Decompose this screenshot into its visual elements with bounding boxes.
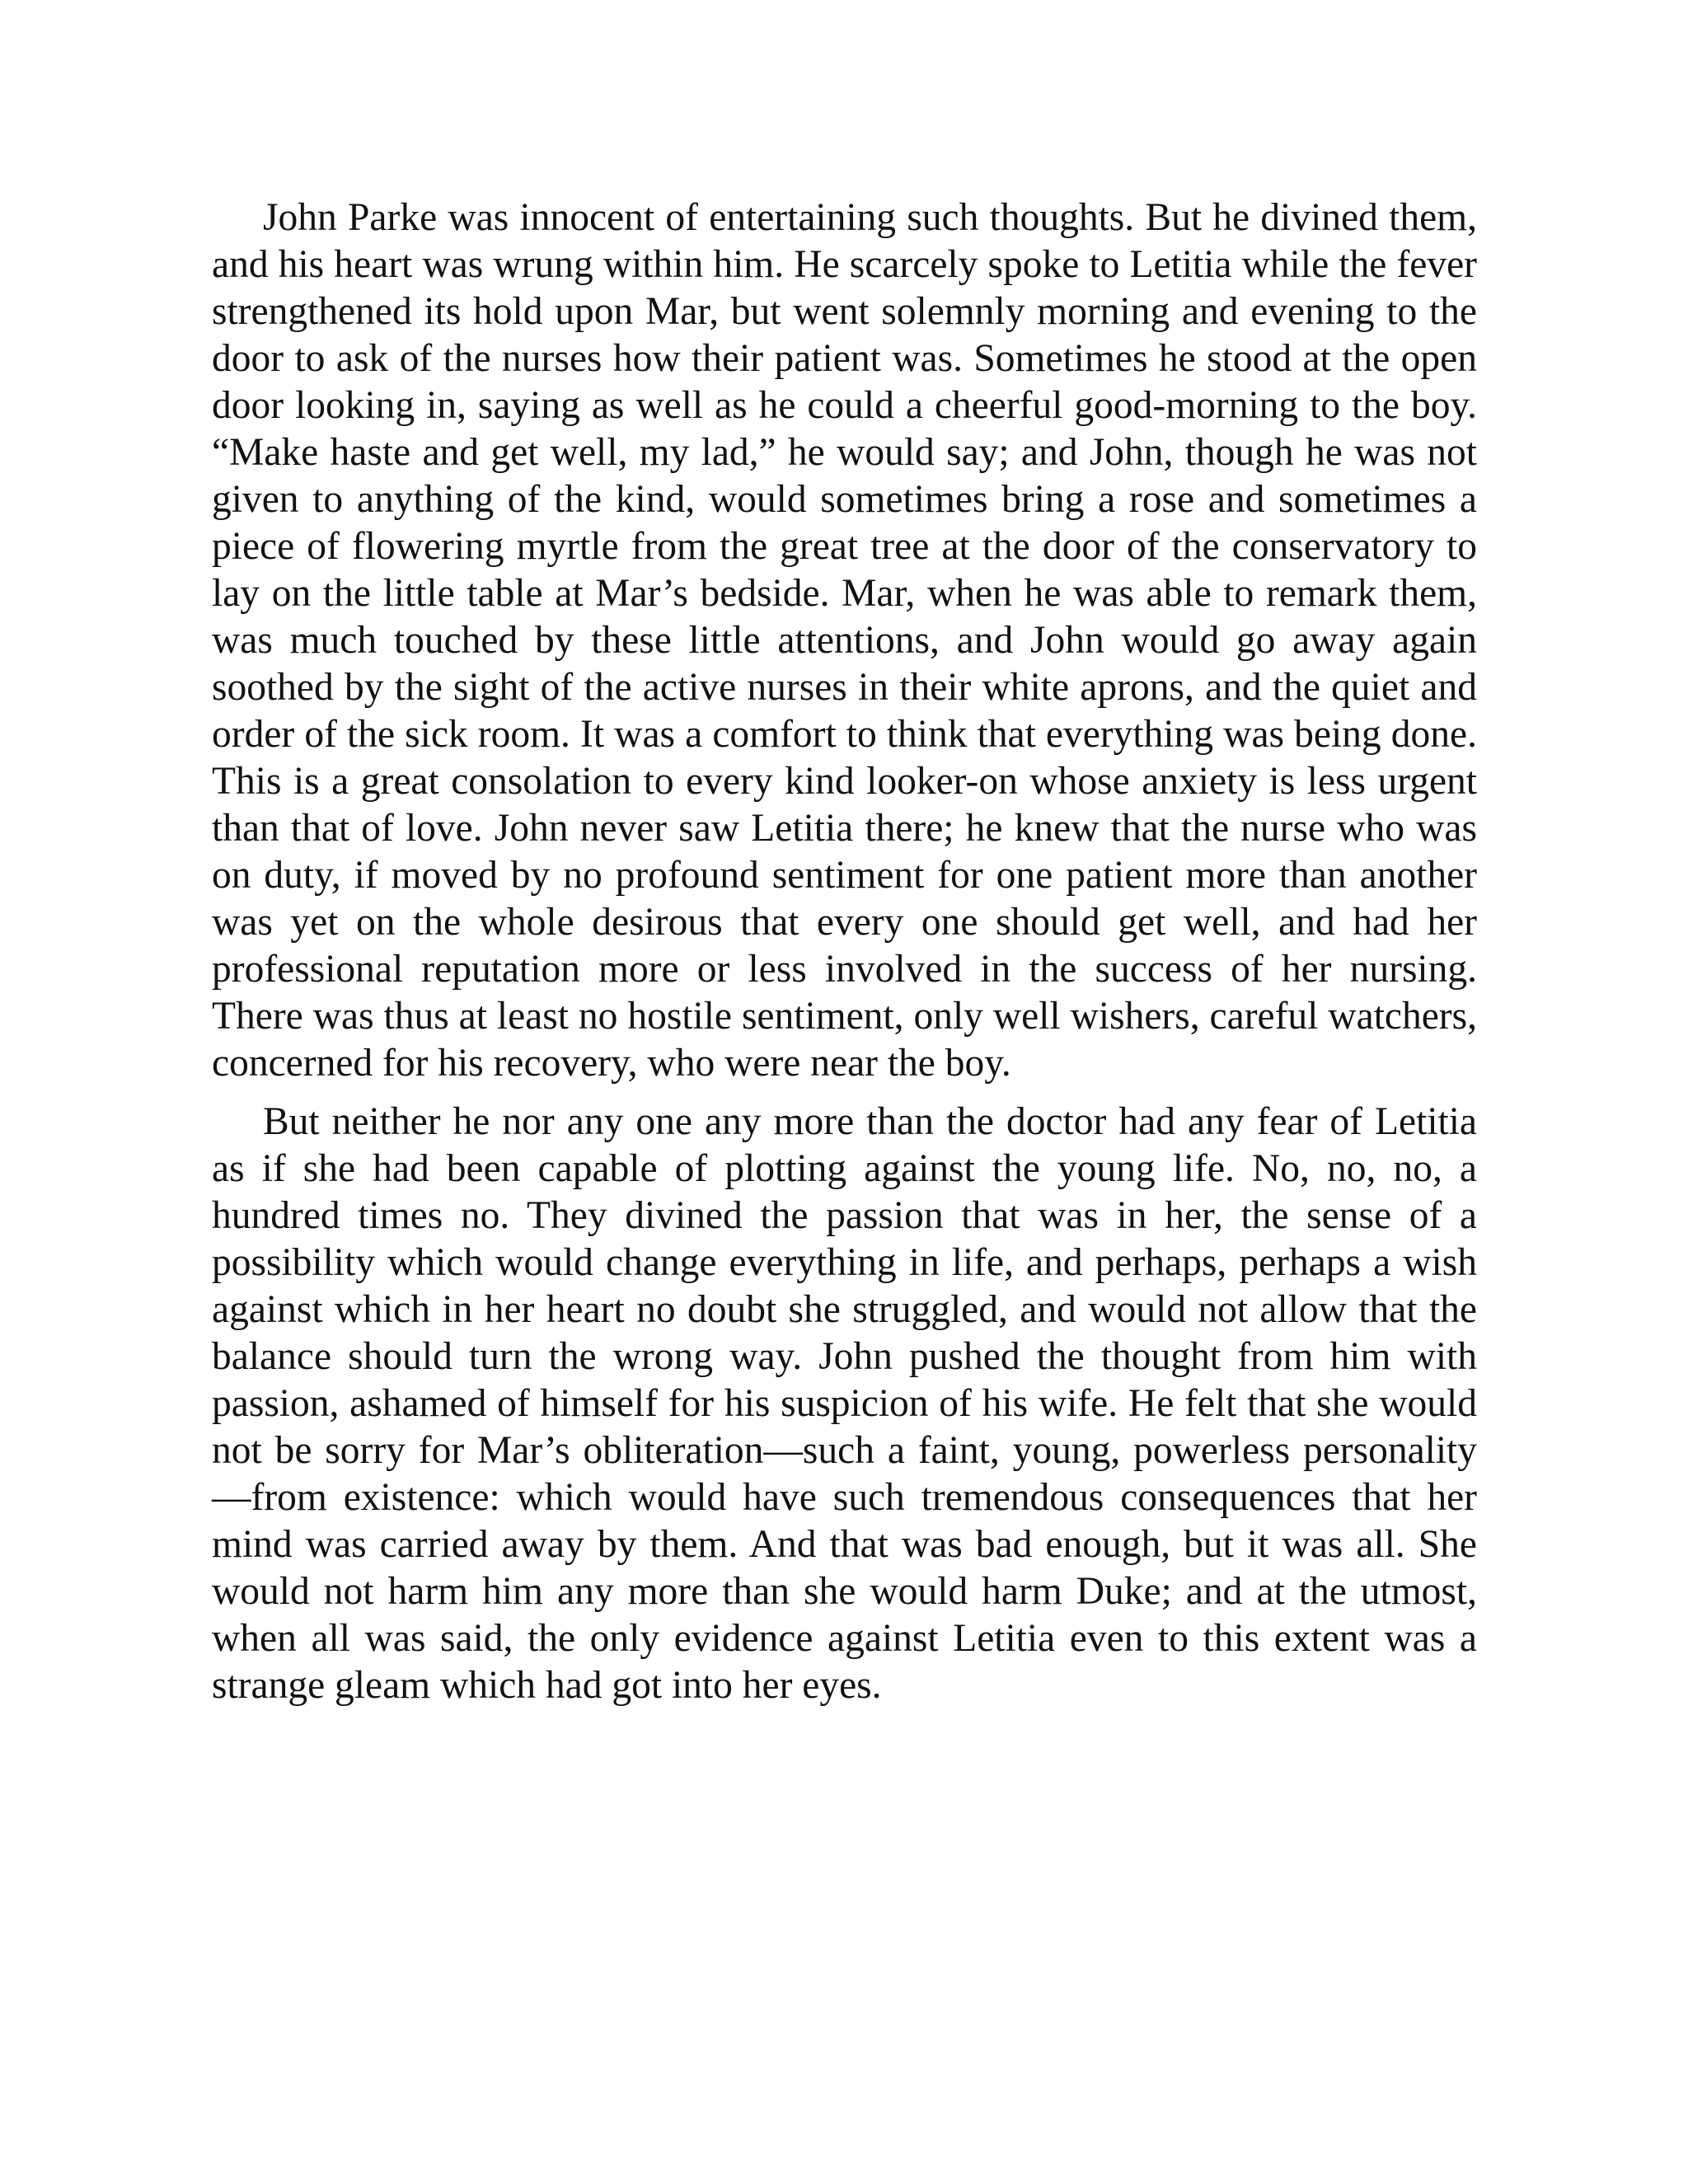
paragraph-2: But neither he nor any one any more than the doctor had any fear of Letitia as if she had been capable of plotting against the young life. No, no, no, a hundred times no. They divined the passion that was in her, the sense of a possibility which would change everything in life, and perhaps, perhaps a wish against which in her heart no doubt she struggled, and would not allow that the balance should turn the wrong way. John pushed the thought from him with passion, ashamed of himself for his suspicion of his wife. He felt that she would not be sorry for Mar’s obliteration—such a faint, young, powerless personality—from existence: which would have such tremendous consequences that her mind was carried away by them. And that was bad enough, but it was all. She would not harm him any more than she would harm Duke; and at the utmost, when all was said, the only evidence against Letitia even to this extent was a strange gleam which had got into her eyes. <box>212 1100 1477 1707</box>
document-page <box>212 194 1477 1721</box>
paragraph-1: John Parke was innocent of entertaining such thoughts. But he divined them, and his heart was wrung within him. He scarcely spoke to Letitia while the fever strengthened its hold upon Mar, but went solemnly morning and evening to the door to ask of the nurses how their patient was. Sometimes he stood at the open door looking in, saying as well as he could a cheerful good-morning to the boy. “Make haste and get well, my lad,” he would say; and John, though he was not given to anything of the kind, would sometimes bring a rose and sometimes a piece of flowering myrtle from the great tree at the door of the conservatory to lay on the little table at Mar’s bedside. Mar, when he was able to remark them, was much touched by these little attentions, and John would go away again soothed by the sight of the active nurses in their white aprons, and the quiet and order of the sick room. It was a comfort to think that everything was being done. This is a great consolation to every kind looker-on whose anxiety is less urgent than that of love. John never saw Letitia there; he knew that the nurse who was on duty, if moved by no profound sentiment for one patient more than another was yet on the whole desirous that every one should get well, and had her professional reputation more or less involved in the success of her nursing. There was thus at least no hostile sentiment, only well wishers, careful watchers, concerned for his recovery, who were near the boy. <box>212 196 1477 1085</box>
